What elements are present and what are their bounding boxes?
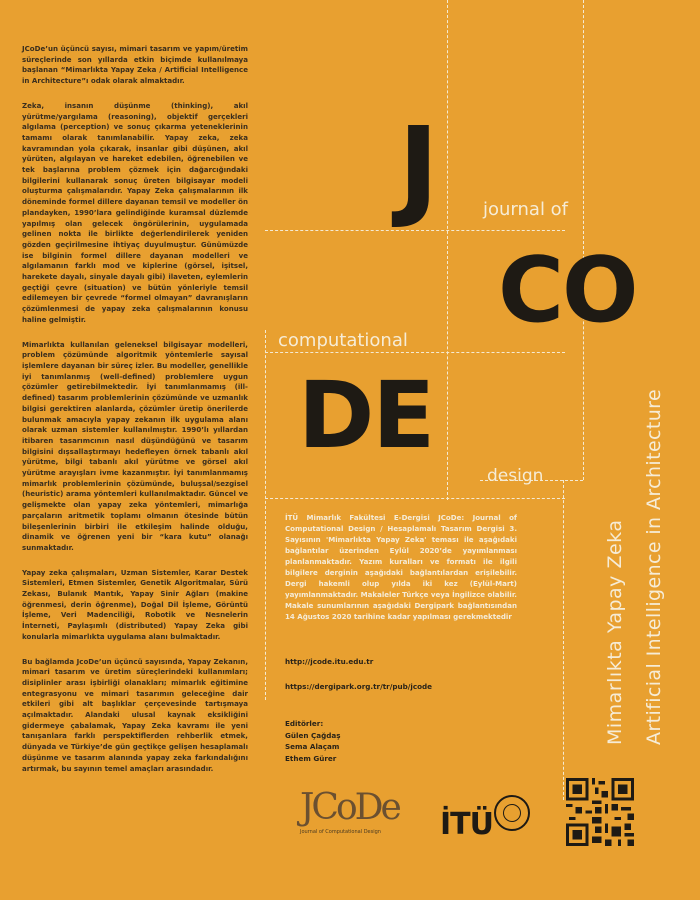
university-seal-icon xyxy=(494,795,530,831)
itu-logo: İTÜ xyxy=(440,807,493,842)
jcode-logo-word: JCoDe xyxy=(300,787,399,828)
vertical-title-english: Artificial Intelligence in Architecture xyxy=(643,388,665,745)
masthead-word-journal-of: journal of xyxy=(483,199,569,220)
masthead-word-design: design xyxy=(487,466,544,486)
website-link[interactable]: http://jcode.itu.edu.tr xyxy=(285,657,374,666)
masthead-letter-j: J xyxy=(398,103,437,231)
grid-line xyxy=(265,330,266,700)
editors-heading: Editörler: xyxy=(285,719,324,728)
grid-line xyxy=(447,0,448,500)
left-text-column xyxy=(22,44,248,788)
qr-code-icon xyxy=(566,778,634,846)
editor-name: Sema Alaçam xyxy=(285,742,340,751)
editors-block xyxy=(285,718,341,764)
dergipark-link[interactable]: https://dergipark.org.tr/tr/pub/jcode xyxy=(285,682,433,691)
grid-line xyxy=(563,480,564,800)
masthead-word-computational: computational xyxy=(278,330,408,351)
masthead-letters-de: DE xyxy=(298,362,434,469)
aims-paragraph: Bu bağlamda JcoDe’un üçüncü sayısında, Yapay Zekanın, mimari tasarım ve üretim süreçlerindeki kullanımları; disiplinler arası işbirliği olanakları; mimarlık eğitimine entegrasyonu ve mimari tasarımın geleceğine dair etkileri gibi alt başlıklar çerçevesinde tartışmaya açılmaktadır. Alandaki ulusal kaynak eksikliğini gidermeye çabalamak, Yapay Zeka kavramı ile yeni tanışanlara farklı perspektiflerden rehberlik etmek, dünyada ve Türkiye’de gün geçtikçe gelişen hesaplamalı düşünme ve tasarım alanında yapay zeka farkındalığını artırmak, bu sayının temel amaçları arasındadır. xyxy=(22,656,248,773)
call-info-text: İTÜ Mimarlık Fakültesi E-Dergisi JCoDe: Journal of Computational Design / Hesaplamalı Tasarım Dergisi 3. Sayısının 'Mimarlıkta Yapay Zeka' teması ile aşağıdaki bağlantılar üzerinden Eylül 2020’de yayımlanması planlanmaktadır. Yazım kuralları ve formatı ile ilgili bilgilere derginin aşağıdaki bağlantılardan erişilebilir. Dergi hakemli olup yılda iki kez (Eylül-Mart) yayımlanmaktadır. Makaleler Türkçe veya İngilizce olabilir. Makale sunumlarının aşağıdaki Dergipark bağlantısından 14 Ağustos 2020 tarihine kadar yapılması gerekmektedir xyxy=(285,513,517,621)
editor-name: Gülen Çağdaş xyxy=(285,730,341,740)
intro-paragraph: JCoDe’un üçüncü sayısı, mimari tasarım ve yapım/üretim süreçlerinde son yıllarda etkin biçimde kullanılmaya başlanan “Mimarlıkta Yapay Zeka / Artificial Intelligence in Architecture”ı odak olarak almaktadır. xyxy=(22,44,248,86)
grid-line xyxy=(265,352,565,353)
topics-paragraph: Yapay zeka çalışmaları, Uzman Sistemler, Karar Destek Sistemleri, Etmen Sistemler, Genetik Algoritmalar, Sürü Zekası, Bulanık Mantık, Yapay Sinir Ağları (makine öğrenmesi, derin öğrenme), Doğal Dil İşleme, Görüntü İşleme, Veri Madenciliği, Robotik ve Nesnelerin İnterneti, Paylaşımlı (distributed) Yapay Zeka gibi konularla mimarlıkta uygulama alanı bulmaktadır. xyxy=(22,567,248,641)
architecture-models-paragraph: Mimarlıkta kullanılan geleneksel bilgisayar modelleri, problem çözümünde algoritmik yöntemlerle sayısal işlemlere dayanan bir süreç izler. Bu modeller, genellikle iyi tanımlanmış (well-defined) problemlere uygun çözümler getirebilmektedir. İyi tanımlanmamış (ill-defined) tasarım problemlerinin çözümünde ve uzmanlık bilgisi gerektiren alanlarda, çözümler üretip önerilerde bulunmak amacıyla yapay zekanın ilk uygulama alanı olarak uzman sistemler kullanılmıştır. 1990’lı yıllardan itibaren tasarımcının nasıl düşündüğünü ve tasarım bilgisini dışsallaştırmayı hedefleyen örnek tabanlı akıl yürütme, bilgi tabanlı akıl yürütme ve görsel akıl yürütme arayışları ivme kazanmıştır. İyi tanımlanmamış mimarlık problemlerinin çözümünde, buluşsal/sezgisel (heuristic) arama yöntemleri kullanılmaktadır. Güncel ve gelişmekte olan yapay zeka yöntemleri, mimarlığa parçaların aritmetik toplamı olmanın ötesinde bütün bileşenlerinin birbiri ile etkileşim halinde olduğu, dinamik ve öğrenen yeni bir “kara kutu” olanağı sunmaktadır. xyxy=(22,339,248,552)
editor-name: Ethem Gürer xyxy=(285,753,337,763)
masthead-letters-co: CO xyxy=(498,238,637,343)
vertical-title-turkish: Mimarlıkta Yapay Zeka xyxy=(604,519,626,745)
jcode-logo xyxy=(300,787,399,835)
intelligence-paragraph: Zeka, insanın düşünme (thinking), akıl yürütme/yargılama (reasoning), objektif gerçekleri algılama (perception) ve sonuç çıkarma yeteneklerinin tamamı olarak tanımlanabilir. Yapay zeka, zeka kavramından yola çıkarak, insanlar gibi düşünen, akıl yürüten, algılayan ve hareket edebilen, öğrenebilen ve tek başlarına problem çözmek için dağarcığındaki bilgilerini kullanarak sonuç üreten bilgisayar modeli oluşturma çalışmalarıdır. Yapay Zeka çalışmalarının ilk döneminde formel dillere dayanan temsil ve modeller ön plandayken, 1990’lara gelindiğinde kuramsal düzlemde yapılmış olan gelecek öngörülerinin, uygulamada gelinen nokta ile birlikte değerlendirilerek yeniden gözden geçirilmesine ihtiyaç duyulmuştur. Günümüzde ise bilginin formel dillere dayanan modelleri ve algılamanın farklı mod ve kiplerine (görsel, işitsel, harekete dayalı, sinyale dayalı gibi) ilaveten, eylemlerin geçtiği çevre (situation) ve bütün yönleriyle temsil edilemeyen bir çevrede “formel olmayan” davranışların çözümlenmesi de yapay zeka çalışmalarının konusu haline gelmiştir. xyxy=(22,100,248,324)
jcode-logo-subtitle: Journal of Computational Design xyxy=(300,829,381,835)
grid-line xyxy=(265,498,565,499)
